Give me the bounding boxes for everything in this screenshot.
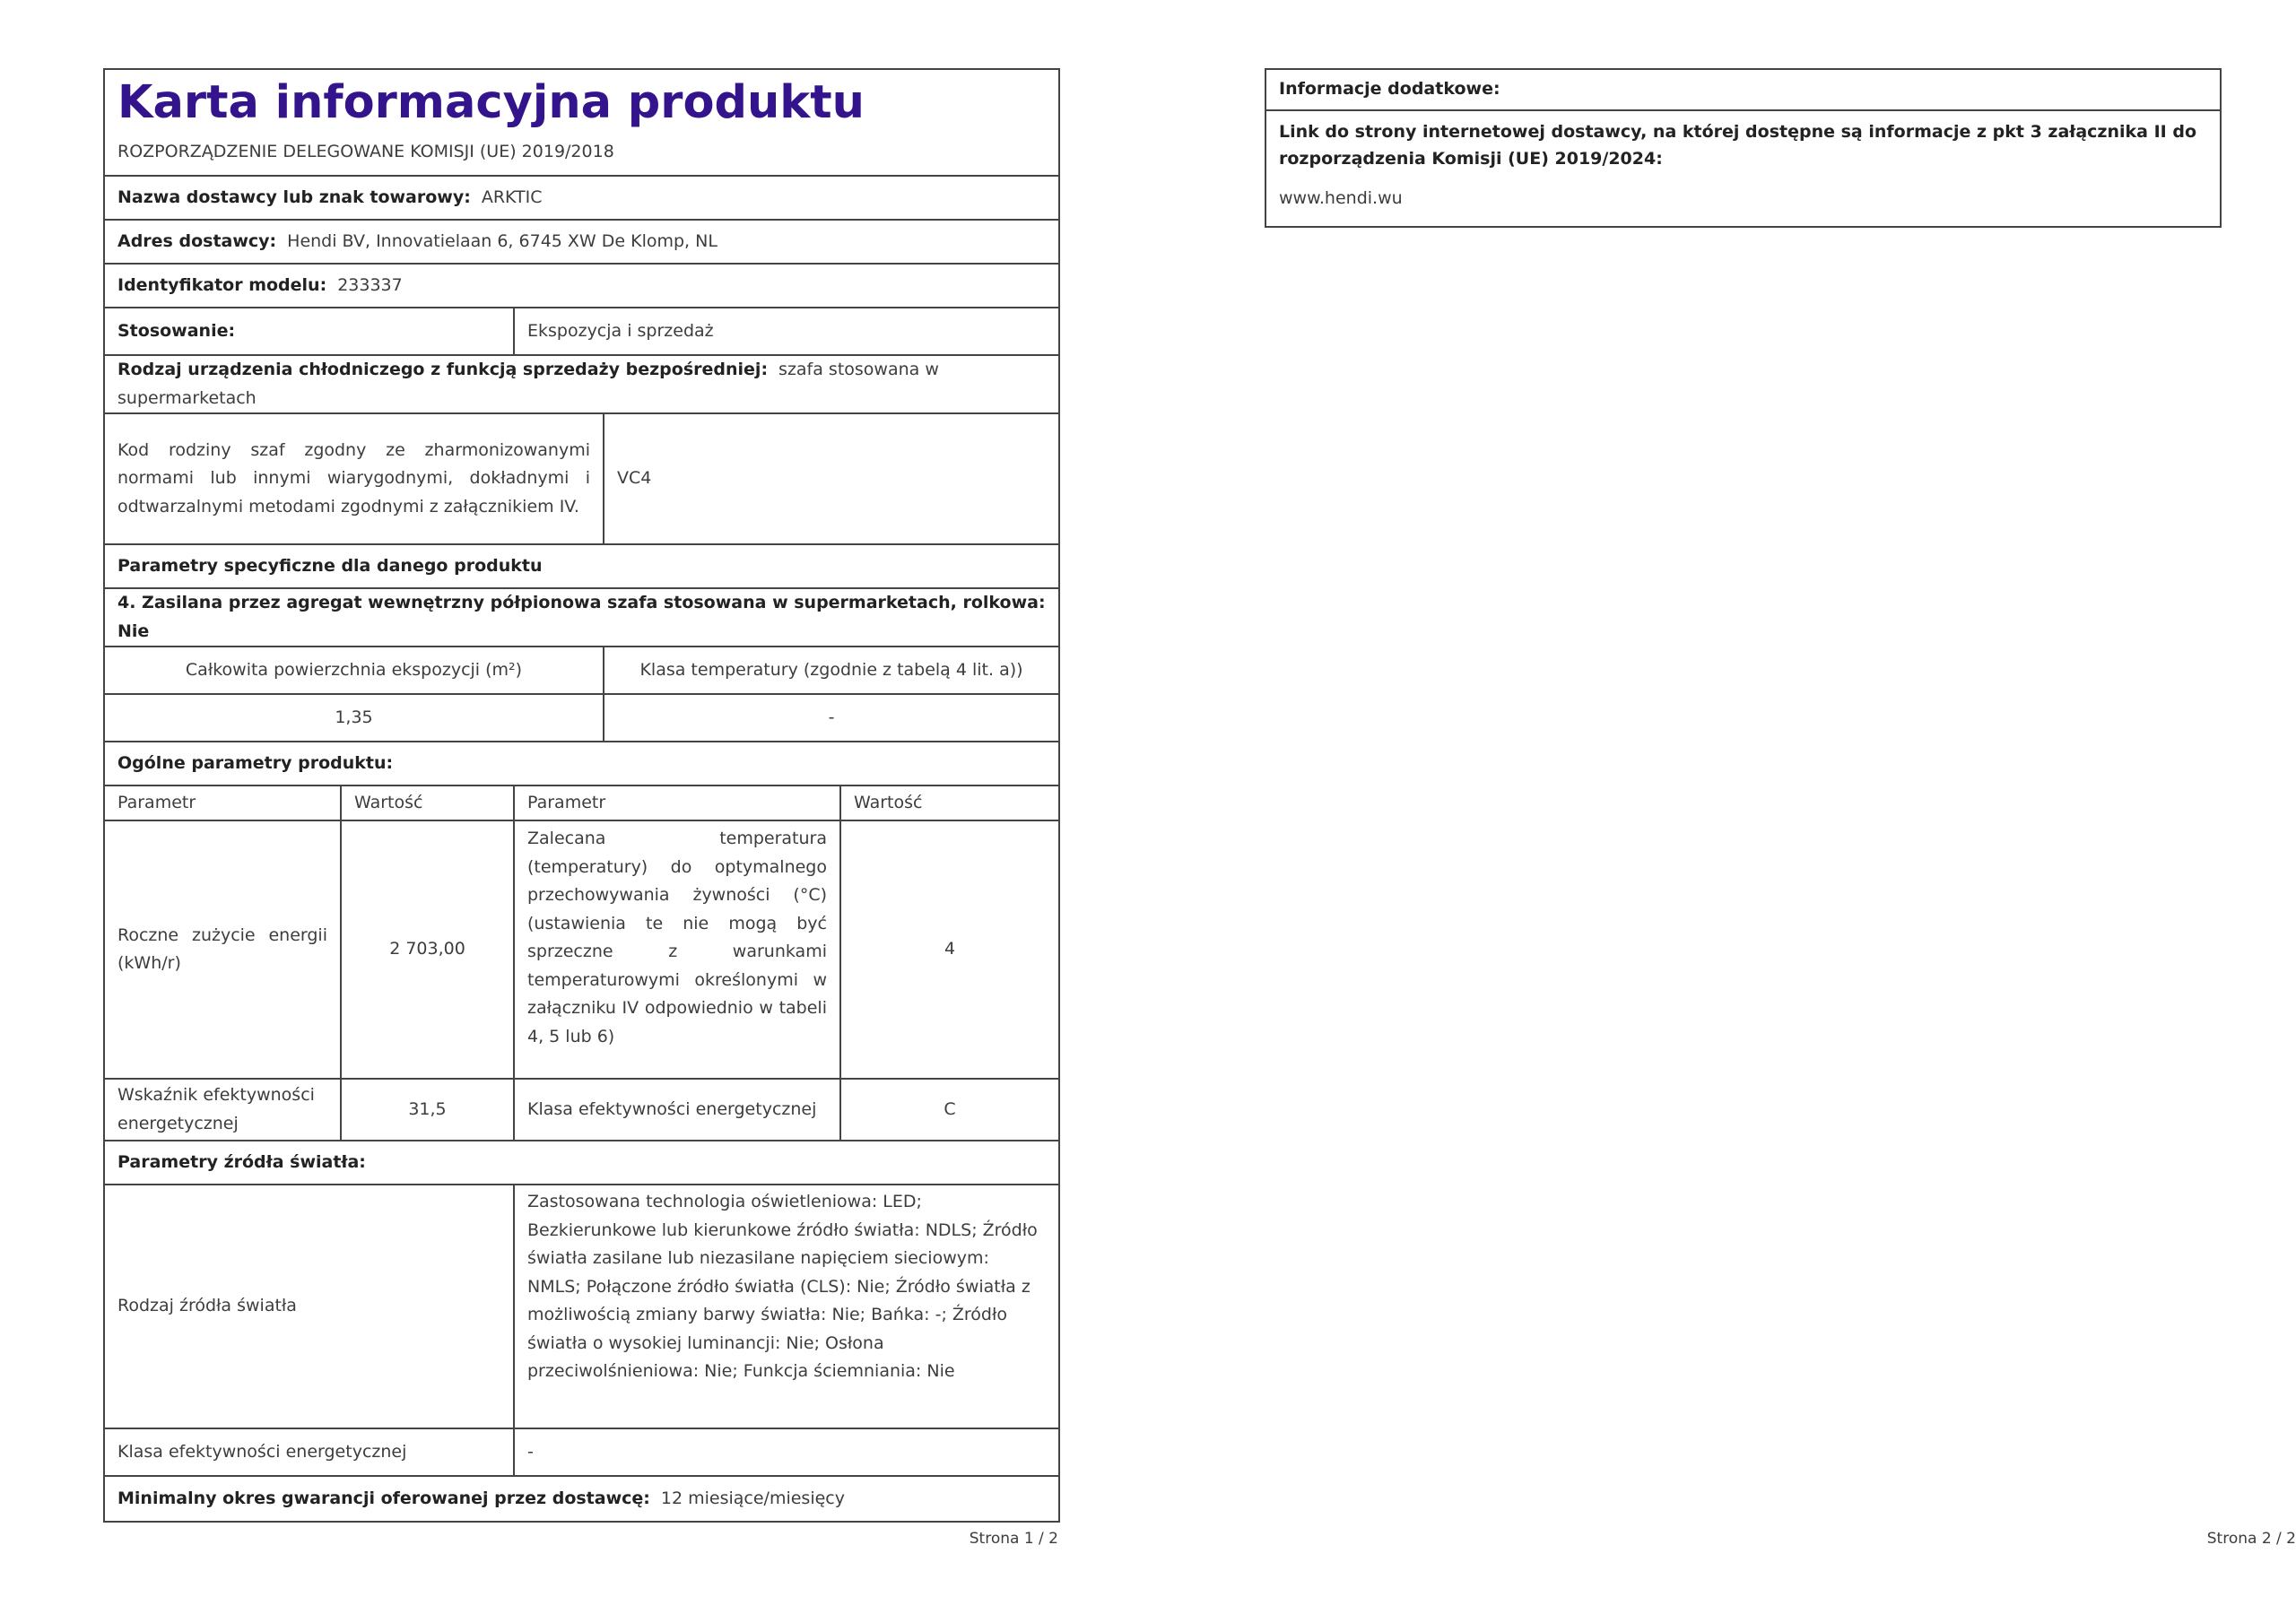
eei-label-cell	[104, 1079, 341, 1141]
supplier-link-label: Link do strony internetowej dostawcy, na której dostępne są informacje z pkt 3 załącznika II do rozporządzenia Komisji (UE) 2019/2024:	[1279, 122, 2197, 169]
eei-value-cell	[341, 1079, 514, 1141]
annual-energy-value: 2 703,00	[389, 939, 465, 959]
general-params-heading: Ogólne parametry produktu:	[117, 752, 394, 773]
address-label: Adres dostawcy:	[117, 230, 277, 251]
specific-params-row	[104, 544, 1059, 588]
address-value: Hendi BV, Innovatielaan 6, 6745 XW De Klomp, NL	[287, 230, 718, 251]
display-area-value: 1,35	[335, 707, 373, 727]
specific-params-heading: Parametry specyficzne dla danego produktu	[117, 555, 543, 576]
temp-class-value-cell	[604, 694, 1059, 742]
col-header-param-1	[104, 785, 341, 820]
family-code-value: VC4	[617, 468, 652, 489]
eei-value: 31,5	[408, 1098, 447, 1119]
product-info-sheet	[103, 68, 1060, 1523]
family-code-label: Kod rodziny szaf zgodny ze zharmonizowanymi normami lub innymi wiarygodnymi, dokładnymi i odtwarzalnymi metodami zgodnymi z załącznikiem IV.	[117, 439, 590, 516]
temp-class-header: Klasa temperatury (zgodnie z tabelą 4 lit. a))	[639, 659, 1023, 680]
col-header-param-2	[514, 785, 840, 820]
col-header-param-1-text: Parametr	[117, 792, 196, 812]
energy-class-label: Klasa efektywności energetycznej	[527, 1098, 817, 1119]
recommended-temp-label-cell	[514, 820, 840, 1079]
recommended-temp-label: Zalecana temperatura (temperatury) do optymalnego przechowywania żywności (°C) (ustawienia te nie mogą być sprzeczne z warunkami temperaturowymi określonymi w załączniku IV odpowiednio w tabeli 4, 5 lub 6)	[527, 829, 827, 1046]
family-code-value-cell	[604, 413, 1059, 544]
general-params-row	[104, 742, 1059, 785]
address-row	[104, 220, 1059, 264]
device-type-value: szafa stosowana w supermarketach	[117, 360, 939, 408]
page-number-1: Strona 1 / 2	[969, 1530, 1058, 1548]
light-params-row	[104, 1141, 1059, 1185]
page-number-2: Strona 2 / 2	[2206, 1530, 2296, 1548]
device-type-label: Rodzaj urządzenia chłodniczego z funkcją sprzedaży bezpośredniej:	[117, 360, 769, 379]
display-area-header: Całkowita powierzchnia ekspozycji (m²)	[185, 659, 523, 680]
col-header-value-2-text: Wartość	[854, 792, 923, 812]
supplier-label: Nazwa dostawcy lub znak towarowy:	[117, 187, 471, 207]
recommended-temp-value-cell	[840, 820, 1059, 1079]
display-area-header-cell	[104, 647, 604, 694]
light-class-label-cell	[104, 1428, 514, 1476]
supplier-link-value[interactable]: www.hendi.wu	[1279, 188, 1403, 208]
display-area-value-cell	[104, 694, 604, 742]
light-type-label-cell	[104, 1185, 514, 1428]
header-cell	[104, 69, 1059, 176]
additional-info-heading-cell	[1265, 69, 2221, 110]
additional-info-heading: Informacje dodatkowe:	[1279, 79, 1500, 100]
supplier-link-cell	[1265, 110, 2221, 227]
light-params-heading: Parametry źródła światła:	[117, 1151, 366, 1172]
warranty-row	[104, 1476, 1059, 1522]
cabinet-row	[104, 588, 1059, 647]
col-header-value-2	[840, 785, 1059, 820]
model-row	[104, 264, 1059, 308]
annual-energy-label-cell	[104, 820, 341, 1079]
cabinet-heading: 4. Zasilana przez agregat wewnętrzny półpionowa szafa stosowana w supermarketach, rolkowa: Nie	[117, 593, 1046, 641]
device-type-row	[104, 355, 1059, 413]
page-title: Karta informacyjna produktu	[117, 75, 865, 129]
light-type-value-cell	[514, 1185, 1059, 1428]
col-header-param-2-text: Parametr	[527, 792, 606, 812]
usage-label: Stosowanie:	[117, 320, 236, 341]
col-header-value-1	[341, 785, 514, 820]
energy-class-value: C	[944, 1098, 956, 1119]
light-type-label: Rodzaj źródła światła	[117, 1296, 297, 1316]
usage-value: Ekspozycja i sprzedaż	[527, 320, 714, 341]
light-class-label: Klasa efektywności energetycznej	[117, 1441, 407, 1462]
additional-info-table	[1265, 68, 2222, 228]
energy-class-label-cell	[514, 1079, 840, 1141]
usage-value-cell	[514, 308, 1059, 355]
warranty-value: 12 miesiące/miesięcy	[660, 1488, 845, 1508]
energy-class-value-cell	[840, 1079, 1059, 1141]
temp-class-header-cell	[604, 647, 1059, 694]
annual-energy-label: Roczne zużycie energii (kWh/r)	[117, 924, 327, 973]
model-value: 233337	[337, 274, 403, 295]
page-2	[1148, 0, 2296, 1623]
regulation-subtitle: ROZPORZĄDZENIE DELEGOWANE KOMISJI (UE) 2019/2018	[117, 141, 614, 161]
col-header-value-1-text: Wartość	[354, 792, 423, 812]
supplier-value: ARKTIC	[481, 187, 543, 207]
usage-label-cell	[104, 308, 514, 355]
family-code-label-cell	[104, 413, 604, 544]
light-class-value-cell	[514, 1428, 1059, 1476]
eei-label: Wskaźnik efektywności energetycznej	[117, 1085, 315, 1133]
annual-energy-value-cell	[341, 820, 514, 1079]
light-type-value: Zastosowana technologia oświetleniowa: LED; Bezkierunkowe lub kierunkowe źródło światła: NDLS; Źródło światła zasilane lub niezasilane napięciem sieciowym: NMLS; Połączone źródło światła (CLS): Nie; Źródło światła z możliwością zmiany barwy światła: Nie; Bańka: -; Źródło światła o wysokiej luminancji: Nie; Osłona przeciwolśnieniowa: Nie; Funkcja ściemniania: Nie	[527, 1192, 1038, 1381]
light-class-value: -	[527, 1441, 534, 1462]
model-label: Identyfikator modelu:	[117, 274, 327, 295]
warranty-label: Minimalny okres gwarancji oferowanej przez dostawcę:	[117, 1488, 650, 1508]
recommended-temp-value: 4	[944, 939, 956, 959]
temp-class-value: -	[828, 707, 835, 727]
supplier-row	[104, 176, 1059, 220]
